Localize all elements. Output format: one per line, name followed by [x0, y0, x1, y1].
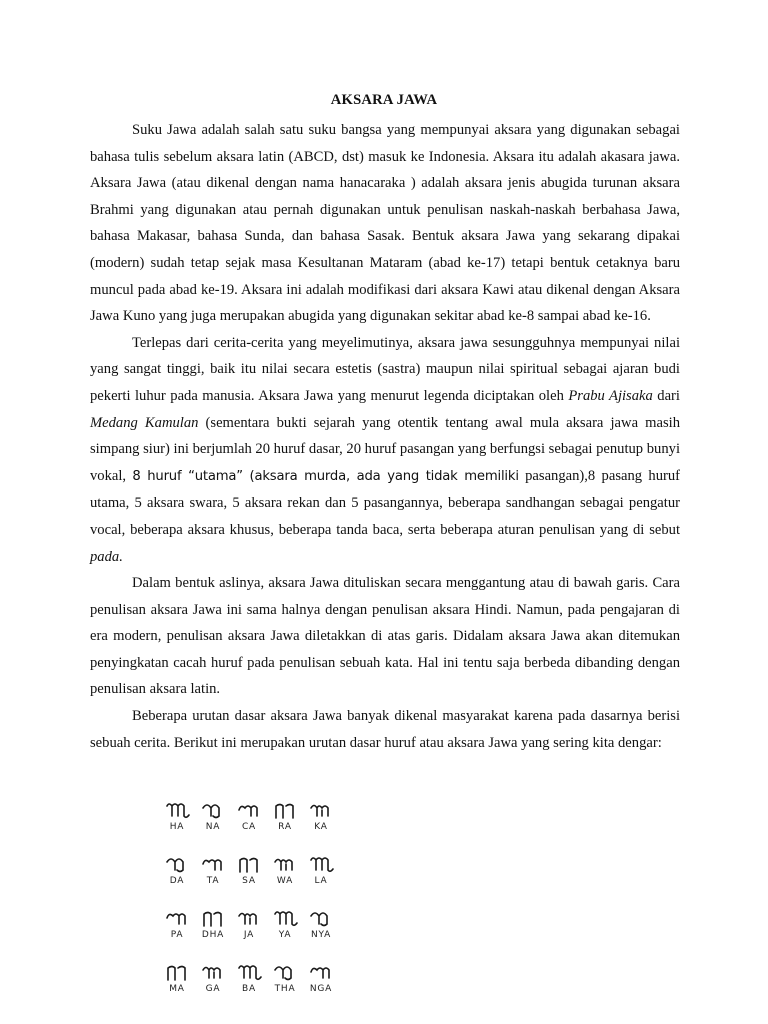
paragraph-2-italic-prabu: Prabu Ajisaka	[568, 387, 653, 404]
aksara-cell	[268, 800, 302, 854]
aksara-latin-label: GA	[205, 984, 221, 994]
sa-glyph-icon	[232, 854, 266, 876]
paragraph-2-text-c: (sementara bukti sejarah yang otentik tentang awal mula aksara jawa masih simpang siur) ini berjumlah 20 huruf dasar, 20 huruf pasangan yang berfungsi sebagai penutup bunyi vokal,	[90, 414, 680, 484]
wa-glyph-icon	[268, 854, 302, 876]
aksara-cell	[160, 962, 194, 1016]
paragraph-3: Dalam bentuk aslinya, aksara Jawa dituliskan secara menggantung atau di bawah garis. Cara penulisan aksara Jawa ini sama halnya dengan penulisan aksara Hindi. Namun, pada pengajaran di era modern, penulisan aksara Jawa diletakkan di atas garis. Didalam aksara Jawa akan ditemukan penyingkatan cacah huruf pada penulisan sebuah kata. Hal ini tentu saja berbeda dibanding dengan penulisan aksara latin.	[90, 575, 680, 698]
aksara-latin-label: THA	[274, 984, 296, 994]
ma-glyph-icon	[160, 962, 194, 984]
ha-glyph-icon	[160, 800, 194, 822]
paragraph-2-handwritten-segment: 8 huruf “utama” (aksara murda, ada yang tidak memiliki	[132, 468, 519, 484]
aksara-row	[160, 800, 350, 854]
aksara-cell	[232, 800, 266, 854]
na-glyph-icon	[196, 800, 230, 822]
nya-glyph-icon	[304, 908, 338, 930]
aksara-latin-label: DHA	[201, 930, 225, 940]
ga-glyph-icon	[196, 962, 230, 984]
aksara-latin-label: HA	[169, 822, 185, 832]
aksara-cell	[160, 908, 194, 962]
aksara-latin-label: YA	[278, 930, 292, 940]
document-body	[90, 117, 680, 756]
ya-glyph-icon	[268, 908, 302, 930]
paragraph-4: Beberapa urutan dasar aksara Jawa banyak dikenal masyarakat karena pada dasarnya berisi sebuah cerita. Berikut ini merupakan urutan dasar huruf atau aksara Jawa yang sering kita dengar:	[90, 708, 680, 751]
la-glyph-icon	[304, 854, 338, 876]
aksara-latin-label: CA	[241, 822, 257, 832]
tha-glyph-icon	[268, 962, 302, 984]
nga-glyph-icon	[304, 962, 338, 984]
ba-glyph-icon	[232, 962, 266, 984]
paragraph-2-italic-medang: Medang Kamulan	[90, 414, 199, 431]
aksara-latin-label: TA	[206, 876, 220, 886]
aksara-latin-label: JA	[243, 930, 255, 940]
aksara-cell	[304, 908, 338, 962]
aksara-cell	[160, 854, 194, 908]
aksara-row	[160, 962, 350, 1016]
ta-glyph-icon	[196, 854, 230, 876]
aksara-latin-label: NA	[205, 822, 221, 832]
ka-glyph-icon	[304, 800, 338, 822]
paragraph-2-italic-pada: pada.	[90, 548, 123, 565]
paragraph-2-text-d: pasangan),8 pasang huruf utama, 5 aksara swara, 5 aksara rekan dan 5 pasangannya, beberapa sandhangan sebagai pengatur vocal, beberapa aksara khusus, beberapa tanda baca, serta beberapa aturan penulisan yang di sebut	[90, 467, 681, 538]
aksara-row	[160, 854, 350, 908]
da-glyph-icon	[160, 854, 194, 876]
aksara-row	[160, 908, 350, 962]
aksara-cell	[232, 854, 266, 908]
ra-glyph-icon	[268, 800, 302, 822]
aksara-cell	[268, 908, 302, 962]
aksara-cell	[268, 854, 302, 908]
document-title: AKSARA JAWA	[330, 92, 438, 108]
ja-glyph-icon	[232, 908, 266, 930]
aksara-cell	[232, 962, 266, 1016]
paragraph-2	[90, 330, 680, 570]
aksara-cell	[268, 962, 302, 1016]
aksara-cell	[160, 800, 194, 854]
ca-glyph-icon	[232, 800, 266, 822]
aksara-latin-label: PA	[170, 930, 184, 940]
aksara-cell	[304, 962, 338, 1016]
aksara-latin-label: SA	[242, 876, 256, 886]
aksara-latin-label: NGA	[309, 984, 333, 994]
paragraph-1: Suku Jawa adalah salah satu suku bangsa yang mempunyai aksara yang digunakan sebagai bahasa tulis sebelum aksara latin (ABCD, dst) masuk ke Indonesia. Aksara itu adalah akasara jawa. Aksara Jawa (atau dikenal dengan nama hanacaraka ) adalah aksara jenis abugida turunan aksara Brahmi yang digunakan atau pernah digunakan untuk penulisan naskah-naskah berbahasa Jawa, bahasa Makasar, bahasa Sunda, dan bahasa Sasak. Bentuk aksara Jawa yang sekarang dipakai (modern) sudah tetap sejak masa Kesultanan Mataram (abad ke-17) tetapi bentuk cetaknya baru muncul pada abad ke-19. Aksara ini adalah modifikasi dari aksara Kawi atau dikenal dengan Aksara Jawa Kuno yang juga merupakan abugida yang digunakan sekitar abad ke-8 sampai abad ke-16.	[90, 122, 680, 325]
aksara-latin-label: MA	[169, 984, 185, 994]
aksara-cell	[196, 962, 230, 1016]
aksara-latin-label: BA	[242, 984, 256, 994]
paragraph-2-text-b: dari	[652, 387, 680, 404]
aksara-cell	[304, 800, 338, 854]
aksara-latin-label: DA	[169, 876, 185, 886]
aksara-latin-label: NYA	[310, 930, 332, 940]
paragraph-2-text-a: Terlepas dari cerita-cerita yang meyelimutinya, aksara jawa sesungguhnya mempunyai nilai yang sangat tinggi, baik itu nilai secara estetis (sastra) maupun nilai spiritual sebagai ajaran budi pekerti luhur pada manusia. Aksara Jawa yang menurut legenda diciptakan oleh	[90, 334, 680, 404]
aksara-cell	[196, 908, 230, 962]
dha-glyph-icon	[196, 908, 230, 930]
aksara-latin-label: RA	[278, 822, 292, 832]
aksara-cell	[196, 800, 230, 854]
aksara-cell	[196, 854, 230, 908]
aksara-cell	[304, 854, 338, 908]
aksara-latin-label: WA	[276, 876, 294, 886]
aksara-latin-label: LA	[314, 876, 328, 886]
aksara-jawa-table	[160, 800, 350, 1016]
pa-glyph-icon	[160, 908, 194, 930]
aksara-cell	[232, 908, 266, 962]
aksara-latin-label: KA	[314, 822, 328, 832]
